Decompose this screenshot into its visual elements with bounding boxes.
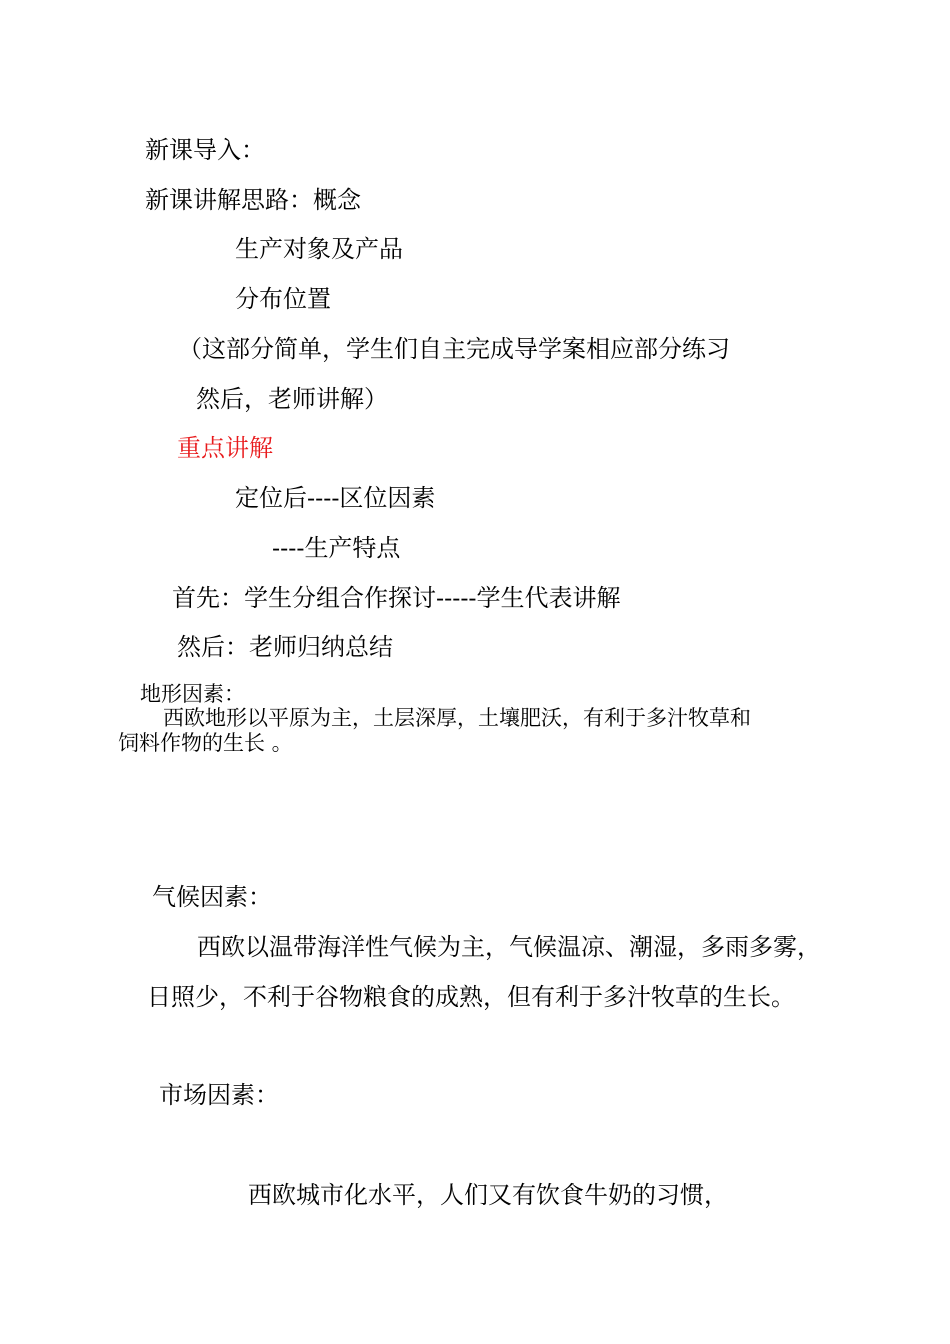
distribution-line: 分布位置 [235, 285, 331, 313]
then-step-line: 然后：老师归纳总结 [177, 633, 393, 661]
product-line: 生产对象及产品 [235, 235, 403, 263]
note-line-2: 然后，老师讲解） [196, 385, 388, 413]
market-heading: 市场因素： [159, 1081, 279, 1109]
climate-text-1: 西欧以温带海洋性气候为主，气候温凉、潮湿，多雨多雾， [197, 933, 821, 961]
intro-heading: 新课导入： [145, 136, 265, 164]
terrain-heading: 地形因素： [140, 682, 245, 706]
location-line: 定位后----区位因素 [235, 484, 436, 512]
first-step-line: 首先：学生分组合作探讨-----学生代表讲解 [172, 584, 621, 612]
market-text-1: 西欧城市化水平，人们又有饮食牛奶的习惯， [248, 1181, 728, 1209]
terrain-text-2: 饲料作物的生长 。 [118, 731, 293, 755]
climate-text-2: 日照少，不利于谷物粮食的成熟，但有利于多汁牧草的生长。 [147, 983, 795, 1011]
climate-heading: 气候因素： [152, 883, 272, 911]
note-line-1: （这部分简单，学生们自主完成导学案相应部分练习 [178, 335, 730, 363]
focus-heading: 重点讲解 [177, 434, 273, 462]
approach-line: 新课讲解思路：概念 [145, 186, 361, 214]
terrain-text-1: 西欧地形以平原为主，土层深厚，土壤肥沃，有利于多汁牧草和 [163, 706, 751, 730]
features-line: ----生产特点 [272, 534, 401, 562]
